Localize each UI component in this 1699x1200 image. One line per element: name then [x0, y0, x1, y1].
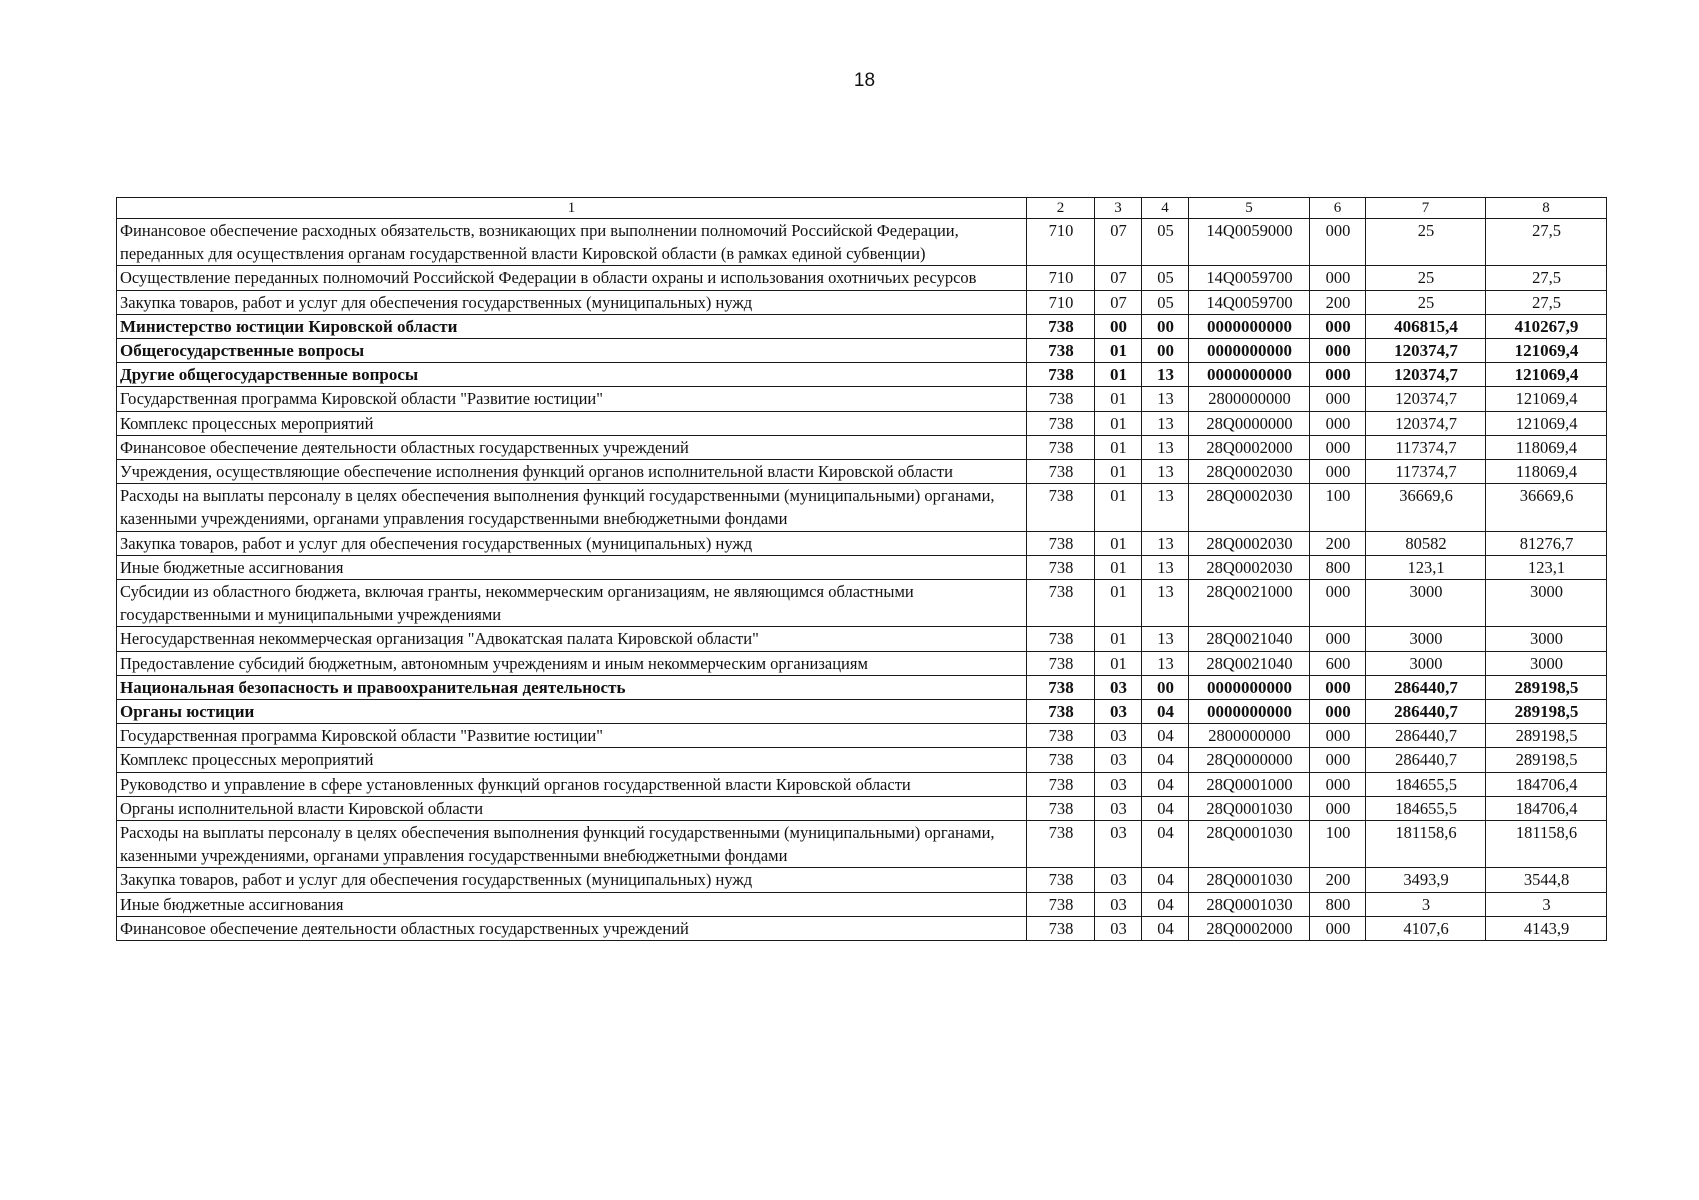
target-article-cell: 28Q0001000	[1189, 772, 1310, 796]
subsection-cell: 04	[1142, 700, 1189, 724]
table-row	[117, 675, 1607, 699]
subsection-cell: 05	[1142, 266, 1189, 290]
section-cell: 01	[1095, 580, 1142, 627]
row-name-cell: Учреждения, осуществляющие обеспечение исполнения функций органов исполнительной власти Кировской области	[117, 460, 1027, 484]
expense-type-cell: 100	[1310, 484, 1366, 531]
expense-type-cell: 600	[1310, 651, 1366, 675]
code-cell: 738	[1027, 580, 1095, 627]
code-cell: 738	[1027, 555, 1095, 579]
row-name-cell: Общегосударственные вопросы	[117, 339, 1027, 363]
subsection-cell: 04	[1142, 868, 1189, 892]
subsection-cell: 13	[1142, 580, 1189, 627]
code-cell: 710	[1027, 266, 1095, 290]
table-row	[117, 580, 1607, 627]
target-article-cell: 0000000000	[1189, 363, 1310, 387]
amount-year2-cell: 3000	[1486, 580, 1607, 627]
expense-type-cell: 000	[1310, 724, 1366, 748]
target-article-cell: 14Q0059700	[1189, 266, 1310, 290]
section-cell: 07	[1095, 219, 1142, 266]
section-cell: 01	[1095, 387, 1142, 411]
amount-year2-cell: 118069,4	[1486, 460, 1607, 484]
amount-year1-cell: 286440,7	[1366, 700, 1486, 724]
code-cell: 738	[1027, 387, 1095, 411]
code-cell: 738	[1027, 339, 1095, 363]
row-name-cell: Расходы на выплаты персоналу в целях обеспечения выполнения функций государственными (муниципальными) органами, казенными учреждениями, органами управления государственными внебюджетными фондами	[117, 821, 1027, 868]
amount-year1-cell: 117374,7	[1366, 460, 1486, 484]
section-cell: 03	[1095, 868, 1142, 892]
amount-year2-cell: 121069,4	[1486, 387, 1607, 411]
amount-year1-cell: 184655,5	[1366, 796, 1486, 820]
row-name-cell: Другие общегосударственные вопросы	[117, 363, 1027, 387]
expense-type-cell: 000	[1310, 700, 1366, 724]
subsection-cell: 13	[1142, 387, 1189, 411]
subsection-cell: 04	[1142, 916, 1189, 940]
section-cell: 01	[1095, 555, 1142, 579]
row-name-cell: Финансовое обеспечение деятельности областных государственных учреждений	[117, 435, 1027, 459]
table-row	[117, 435, 1607, 459]
amount-year1-cell: 120374,7	[1366, 339, 1486, 363]
amount-year1-cell: 120374,7	[1366, 387, 1486, 411]
table-row	[117, 772, 1607, 796]
row-name-cell: Негосударственная некоммерческая организация "Адвокатская палата Кировской области"	[117, 627, 1027, 651]
table-row	[117, 531, 1607, 555]
amount-year1-cell: 3	[1366, 892, 1486, 916]
subsection-cell: 13	[1142, 411, 1189, 435]
section-cell: 03	[1095, 772, 1142, 796]
row-name-cell: Национальная безопасность и правоохранительная деятельность	[117, 675, 1027, 699]
amount-year2-cell: 27,5	[1486, 219, 1607, 266]
amount-year2-cell: 410267,9	[1486, 314, 1607, 338]
target-article-cell: 28Q0021000	[1189, 580, 1310, 627]
expense-type-cell: 000	[1310, 460, 1366, 484]
code-cell: 738	[1027, 892, 1095, 916]
header-cell: 4	[1142, 198, 1189, 219]
amount-year2-cell: 3	[1486, 892, 1607, 916]
row-name-cell: Органы исполнительной власти Кировской области	[117, 796, 1027, 820]
table-row	[117, 484, 1607, 531]
subsection-cell: 13	[1142, 363, 1189, 387]
expense-type-cell: 000	[1310, 387, 1366, 411]
amount-year1-cell: 120374,7	[1366, 411, 1486, 435]
row-name-cell: Финансовое обеспечение расходных обязательств, возникающих при выполнении полномочий Российской Федерации, переданных для осуществления органам государственной власти Кировской области (в рамках единой субвенции)	[117, 219, 1027, 266]
target-article-cell: 28Q0002000	[1189, 435, 1310, 459]
amount-year2-cell: 81276,7	[1486, 531, 1607, 555]
row-name-cell: Закупка товаров, работ и услуг для обеспечения государственных (муниципальных) нужд	[117, 531, 1027, 555]
amount-year1-cell: 3493,9	[1366, 868, 1486, 892]
expense-type-cell: 000	[1310, 796, 1366, 820]
table-row	[117, 219, 1607, 266]
expense-type-cell: 800	[1310, 892, 1366, 916]
subsection-cell: 13	[1142, 651, 1189, 675]
amount-year2-cell: 289198,5	[1486, 724, 1607, 748]
table-row	[117, 363, 1607, 387]
section-cell: 03	[1095, 724, 1142, 748]
code-cell: 738	[1027, 314, 1095, 338]
code-cell: 738	[1027, 651, 1095, 675]
section-cell: 07	[1095, 266, 1142, 290]
row-name-cell: Иные бюджетные ассигнования	[117, 555, 1027, 579]
subsection-cell: 04	[1142, 748, 1189, 772]
target-article-cell: 28Q0002030	[1189, 484, 1310, 531]
subsection-cell: 00	[1142, 314, 1189, 338]
amount-year2-cell: 121069,4	[1486, 363, 1607, 387]
amount-year2-cell: 184706,4	[1486, 796, 1607, 820]
table-row	[117, 290, 1607, 314]
expense-type-cell: 000	[1310, 627, 1366, 651]
expense-type-cell: 000	[1310, 748, 1366, 772]
amount-year1-cell: 184655,5	[1366, 772, 1486, 796]
amount-year1-cell: 181158,6	[1366, 821, 1486, 868]
amount-year2-cell: 3544,8	[1486, 868, 1607, 892]
subsection-cell: 04	[1142, 772, 1189, 796]
target-article-cell: 0000000000	[1189, 700, 1310, 724]
section-cell: 03	[1095, 892, 1142, 916]
code-cell: 738	[1027, 484, 1095, 531]
table-row	[117, 460, 1607, 484]
code-cell: 738	[1027, 821, 1095, 868]
subsection-cell: 00	[1142, 675, 1189, 699]
target-article-cell: 0000000000	[1189, 339, 1310, 363]
row-name-cell: Государственная программа Кировской области "Развитие юстиции"	[117, 387, 1027, 411]
table-row	[117, 555, 1607, 579]
expense-type-cell: 000	[1310, 675, 1366, 699]
expense-type-cell: 200	[1310, 290, 1366, 314]
expense-type-cell: 200	[1310, 868, 1366, 892]
target-article-cell: 0000000000	[1189, 314, 1310, 338]
table-row	[117, 748, 1607, 772]
amount-year1-cell: 123,1	[1366, 555, 1486, 579]
target-article-cell: 14Q0059700	[1189, 290, 1310, 314]
row-name-cell: Государственная программа Кировской области "Развитие юстиции"	[117, 724, 1027, 748]
expense-type-cell: 000	[1310, 266, 1366, 290]
target-article-cell: 28Q0000000	[1189, 411, 1310, 435]
section-cell: 01	[1095, 627, 1142, 651]
row-name-cell: Комплекс процессных мероприятий	[117, 411, 1027, 435]
section-cell: 03	[1095, 821, 1142, 868]
page-number: 18	[853, 70, 876, 91]
table-row	[117, 266, 1607, 290]
code-cell: 738	[1027, 627, 1095, 651]
target-article-cell: 2800000000	[1189, 387, 1310, 411]
subsection-cell: 13	[1142, 627, 1189, 651]
row-name-cell: Комплекс процессных мероприятий	[117, 748, 1027, 772]
table-row	[117, 796, 1607, 820]
amount-year1-cell: 36669,6	[1366, 484, 1486, 531]
code-cell: 738	[1027, 435, 1095, 459]
code-cell: 738	[1027, 363, 1095, 387]
amount-year2-cell: 121069,4	[1486, 411, 1607, 435]
code-cell: 738	[1027, 796, 1095, 820]
section-cell: 01	[1095, 339, 1142, 363]
target-article-cell: 28Q0002000	[1189, 916, 1310, 940]
amount-year1-cell: 286440,7	[1366, 675, 1486, 699]
target-article-cell: 28Q0001030	[1189, 892, 1310, 916]
amount-year1-cell: 286440,7	[1366, 748, 1486, 772]
header-row	[117, 198, 1607, 219]
section-cell: 03	[1095, 748, 1142, 772]
code-cell: 738	[1027, 531, 1095, 555]
code-cell: 738	[1027, 868, 1095, 892]
table-row	[117, 627, 1607, 651]
table-row	[117, 651, 1607, 675]
expense-type-cell: 100	[1310, 821, 1366, 868]
amount-year1-cell: 25	[1366, 290, 1486, 314]
table-row	[117, 916, 1607, 940]
target-article-cell: 28Q0000000	[1189, 748, 1310, 772]
table-row	[117, 700, 1607, 724]
row-name-cell: Руководство и управление в сфере установленных функций органов государственной власти Кировской области	[117, 772, 1027, 796]
code-cell: 738	[1027, 916, 1095, 940]
amount-year1-cell: 80582	[1366, 531, 1486, 555]
amount-year2-cell: 3000	[1486, 627, 1607, 651]
amount-year1-cell: 286440,7	[1366, 724, 1486, 748]
row-name-cell: Субсидии из областного бюджета, включая гранты, некоммерческим организациям, не являющимся областными государственными и муниципальными учреждениями	[117, 580, 1027, 627]
subsection-cell: 13	[1142, 435, 1189, 459]
code-cell: 738	[1027, 724, 1095, 748]
table-row	[117, 339, 1607, 363]
section-cell: 01	[1095, 484, 1142, 531]
target-article-cell: 28Q0002030	[1189, 460, 1310, 484]
header-cell: 6	[1310, 198, 1366, 219]
target-article-cell: 0000000000	[1189, 675, 1310, 699]
target-article-cell: 28Q0002030	[1189, 555, 1310, 579]
expense-type-cell: 000	[1310, 219, 1366, 266]
row-name-cell: Осуществление переданных полномочий Российской Федерации в области охраны и использования охотничьих ресурсов	[117, 266, 1027, 290]
expense-type-cell: 000	[1310, 580, 1366, 627]
subsection-cell: 04	[1142, 724, 1189, 748]
subsection-cell: 04	[1142, 892, 1189, 916]
table-row	[117, 387, 1607, 411]
amount-year2-cell: 289198,5	[1486, 700, 1607, 724]
row-name-cell: Министерство юстиции Кировской области	[117, 314, 1027, 338]
amount-year2-cell: 36669,6	[1486, 484, 1607, 531]
target-article-cell: 28Q0021040	[1189, 627, 1310, 651]
expense-type-cell: 000	[1310, 363, 1366, 387]
code-cell: 738	[1027, 748, 1095, 772]
table-row	[117, 892, 1607, 916]
table-row	[117, 411, 1607, 435]
section-cell: 01	[1095, 411, 1142, 435]
expense-type-cell: 000	[1310, 411, 1366, 435]
subsection-cell: 04	[1142, 796, 1189, 820]
amount-year2-cell: 289198,5	[1486, 675, 1607, 699]
target-article-cell: 14Q0059000	[1189, 219, 1310, 266]
amount-year2-cell: 123,1	[1486, 555, 1607, 579]
code-cell: 738	[1027, 411, 1095, 435]
amount-year2-cell: 27,5	[1486, 290, 1607, 314]
amount-year1-cell: 25	[1366, 266, 1486, 290]
amount-year1-cell: 406815,4	[1366, 314, 1486, 338]
section-cell: 07	[1095, 290, 1142, 314]
subsection-cell: 13	[1142, 555, 1189, 579]
row-name-cell: Предоставление субсидий бюджетным, автономным учреждениям и иным некоммерческим организациям	[117, 651, 1027, 675]
amount-year2-cell: 121069,4	[1486, 339, 1607, 363]
amount-year2-cell: 181158,6	[1486, 821, 1607, 868]
amount-year1-cell: 25	[1366, 219, 1486, 266]
expense-type-cell: 000	[1310, 435, 1366, 459]
amount-year2-cell: 289198,5	[1486, 748, 1607, 772]
header-cell: 1	[117, 198, 1027, 219]
expense-type-cell: 200	[1310, 531, 1366, 555]
amount-year1-cell: 120374,7	[1366, 363, 1486, 387]
row-name-cell: Финансовое обеспечение деятельности областных государственных учреждений	[117, 916, 1027, 940]
header-cell: 5	[1189, 198, 1310, 219]
subsection-cell: 05	[1142, 290, 1189, 314]
amount-year2-cell: 118069,4	[1486, 435, 1607, 459]
amount-year1-cell: 3000	[1366, 580, 1486, 627]
amount-year1-cell: 3000	[1366, 627, 1486, 651]
section-cell: 01	[1095, 531, 1142, 555]
code-cell: 738	[1027, 460, 1095, 484]
subsection-cell: 05	[1142, 219, 1189, 266]
amount-year2-cell: 3000	[1486, 651, 1607, 675]
subsection-cell: 13	[1142, 460, 1189, 484]
subsection-cell: 13	[1142, 531, 1189, 555]
section-cell: 01	[1095, 363, 1142, 387]
table-row	[117, 314, 1607, 338]
row-name-cell: Закупка товаров, работ и услуг для обеспечения государственных (муниципальных) нужд	[117, 290, 1027, 314]
code-cell: 710	[1027, 290, 1095, 314]
table-row	[117, 868, 1607, 892]
budget-table	[116, 197, 1607, 941]
target-article-cell: 28Q0001030	[1189, 821, 1310, 868]
row-name-cell: Закупка товаров, работ и услуг для обеспечения государственных (муниципальных) нужд	[117, 868, 1027, 892]
subsection-cell: 00	[1142, 339, 1189, 363]
subsection-cell: 04	[1142, 821, 1189, 868]
expense-type-cell: 000	[1310, 314, 1366, 338]
section-cell: 01	[1095, 435, 1142, 459]
table-row	[117, 724, 1607, 748]
section-cell: 03	[1095, 796, 1142, 820]
amount-year2-cell: 184706,4	[1486, 772, 1607, 796]
section-cell: 01	[1095, 460, 1142, 484]
amount-year1-cell: 117374,7	[1366, 435, 1486, 459]
section-cell: 03	[1095, 700, 1142, 724]
row-name-cell: Расходы на выплаты персоналу в целях обеспечения выполнения функций государственными (муниципальными) органами, казенными учреждениями, органами управления государственными внебюджетными фондами	[117, 484, 1027, 531]
header-cell: 2	[1027, 198, 1095, 219]
header-cell: 8	[1486, 198, 1607, 219]
target-article-cell: 2800000000	[1189, 724, 1310, 748]
expense-type-cell: 800	[1310, 555, 1366, 579]
row-name-cell: Органы юстиции	[117, 700, 1027, 724]
header-cell: 3	[1095, 198, 1142, 219]
amount-year1-cell: 4107,6	[1366, 916, 1486, 940]
table-row	[117, 821, 1607, 868]
section-cell: 03	[1095, 916, 1142, 940]
target-article-cell: 28Q0021040	[1189, 651, 1310, 675]
subsection-cell: 13	[1142, 484, 1189, 531]
expense-type-cell: 000	[1310, 772, 1366, 796]
code-cell: 738	[1027, 675, 1095, 699]
code-cell: 738	[1027, 772, 1095, 796]
target-article-cell: 28Q0001030	[1189, 796, 1310, 820]
target-article-cell: 28Q0002030	[1189, 531, 1310, 555]
expense-type-cell: 000	[1310, 339, 1366, 363]
code-cell: 738	[1027, 700, 1095, 724]
section-cell: 00	[1095, 314, 1142, 338]
section-cell: 01	[1095, 651, 1142, 675]
target-article-cell: 28Q0001030	[1189, 868, 1310, 892]
amount-year1-cell: 3000	[1366, 651, 1486, 675]
amount-year2-cell: 27,5	[1486, 266, 1607, 290]
section-cell: 03	[1095, 675, 1142, 699]
expense-type-cell: 000	[1310, 916, 1366, 940]
code-cell: 710	[1027, 219, 1095, 266]
header-cell: 7	[1366, 198, 1486, 219]
amount-year2-cell: 4143,9	[1486, 916, 1607, 940]
row-name-cell: Иные бюджетные ассигнования	[117, 892, 1027, 916]
table-body	[117, 219, 1607, 941]
